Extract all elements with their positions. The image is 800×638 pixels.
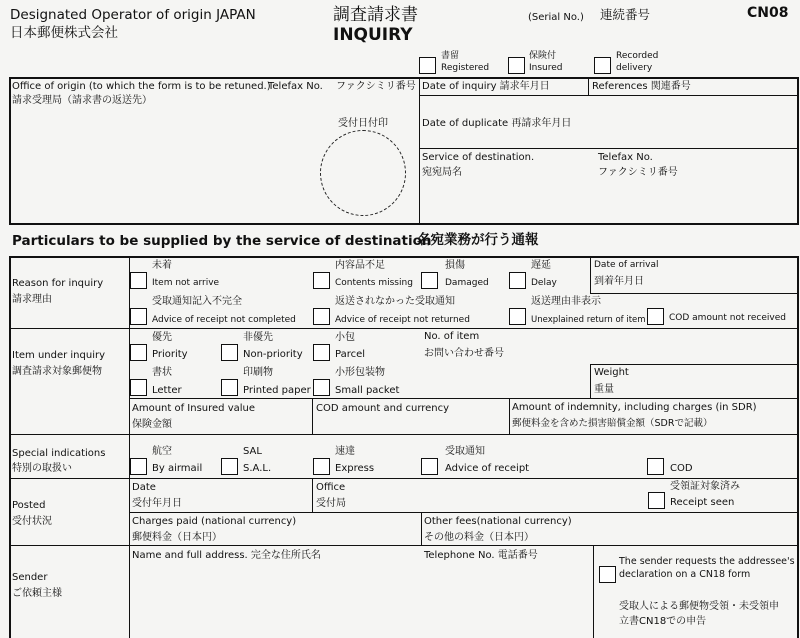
priority-checkbox[interactable] [130,344,147,361]
unexplained-en: Unexplained return of item [531,315,646,325]
divider-special [9,478,799,479]
sal-top: SAL [243,446,262,457]
small-jp: 小形包装物 [335,367,385,378]
weight-en[interactable]: Weight [594,367,629,378]
cod-amount[interactable]: COD amount and currency [316,403,450,414]
aor-not-returned-jp: 返送されなかった受取通知 [335,296,455,307]
reason-label-en: Reason for inquiry [12,278,104,289]
aor-checkbox[interactable] [421,458,438,475]
sender-name-address[interactable]: Name and full address. 完全な住所氏名 [132,550,321,561]
weight-jp: 重量 [594,384,614,395]
nonpriority-en: Non-priority [243,349,303,360]
nonpriority-checkbox[interactable] [221,344,238,361]
divider-posted [9,545,799,546]
office-origin-en: Office of origin (to which the form is to be retuned.) [12,81,271,92]
charges-en[interactable]: Charges paid (national currency) [132,516,297,527]
particulars-heading-jp: 名宛業務が行う通報 [417,232,539,248]
express-en: Express [335,463,375,474]
delay-en: Delay [531,278,557,288]
damaged-en: Damaged [445,278,489,288]
cn18-request-jp2: 立書CN18での申告 [619,616,707,627]
damaged-checkbox[interactable] [421,272,438,289]
receipt-jp: 受領証対象済み [670,481,740,492]
item-label-jp: 調査請求対象郵便物 [12,366,102,377]
nonpriority-jp: 非優先 [243,332,273,343]
particulars-heading-en: Particulars to be supplied by the service of destination [12,233,432,249]
contents-missing-checkbox[interactable] [313,272,330,289]
express-jp: 速達 [335,446,355,457]
letter-jp: 書状 [152,367,172,378]
dest-telefax-en: Telefax No. [598,152,653,163]
cod-not-received-checkbox[interactable] [647,308,664,325]
reason-label-jp: 請求理由 [12,294,52,305]
other-fees-jp: その他の料金（日本円） [424,532,534,543]
delay-checkbox[interactable] [509,272,526,289]
recorded-delivery-checkbox[interactable] [594,57,611,74]
sal-checkbox[interactable] [221,458,238,475]
damaged-jp: 損傷 [445,260,465,271]
parcel-en: Parcel [335,349,366,360]
item-no-en[interactable]: No. of item [424,331,480,342]
aor-not-returned-checkbox[interactable] [313,308,330,325]
arrival-en[interactable]: Date of arrival [594,260,659,270]
aor-not-completed-checkbox[interactable] [130,308,147,325]
office-origin-jp: 請求受理局（請求書の返送先） [12,95,152,106]
posted-date-jp: 受付年月日 [132,498,182,509]
parcel-checkbox[interactable] [313,344,330,361]
cn18-request-line2: declaration on a CN18 form [619,569,751,580]
serial-en: (Serial No.) [528,12,584,23]
insured-jp: 保険付 [529,51,557,61]
cn18-request-line1: The sender requests the addressee's [619,556,795,567]
title-jp: 調査請求書 [333,5,418,25]
insured-en: Insured [529,63,563,73]
indemnity-en[interactable]: Amount of indemnity, including charges (in SDR) [512,402,757,413]
sender-telephone[interactable]: Telephone No. 電話番号 [424,550,538,561]
date-stamp-circle [320,130,406,216]
charges-jp: 郵便料金（日本円） [132,532,222,543]
sender-label-jp: ご依頼主様 [12,588,62,599]
duplicate-date[interactable]: Date of duplicate 再請求年月日 [422,118,572,129]
express-checkbox[interactable] [313,458,330,475]
destination-jp: 宛宛局名 [422,167,462,178]
references[interactable]: References 関連番号 [592,81,691,92]
telefax-jp: ファクシミリ番号 [336,81,416,92]
registered-jp: 書留 [441,51,460,61]
cod-not-received-en: COD amount not received [669,313,786,323]
operator-jp: 日本郵便株式会社 [10,25,118,41]
priority-jp: 優先 [152,332,172,343]
insured-checkbox[interactable] [508,57,525,74]
aor-not-completed-en: Advice of receipt not completed [152,315,296,325]
receipt-en: Receipt seen [670,497,735,508]
printed-en: Printed paper [243,385,311,396]
airmail-jp: 航空 [152,446,172,457]
unexplained-jp: 返送理由非表示 [531,296,601,307]
letter-en: Letter [152,385,182,396]
item-no-jp: お問い合わせ番号 [424,348,504,359]
item-not-arrive-checkbox[interactable] [130,272,147,289]
airmail-en: By airmail [152,463,203,474]
title-en: INQUIRY [333,25,413,45]
cod-checkbox[interactable] [647,458,664,475]
insured-amount-jp: 保険金額 [132,419,172,430]
small-packet-checkbox[interactable] [313,379,330,396]
indemnity-jp: 郵便料金を含めた損害賠償金額（SDRで記載） [512,418,713,429]
item-label-en: Item under inquiry [12,350,106,361]
cod-en: COD [670,463,693,474]
cn18-request-checkbox[interactable] [599,566,616,583]
divider-item [9,434,799,435]
stamp-label: 受付日付印 [338,118,388,129]
aor-en: Advice of receipt [445,463,530,474]
receipt-seen-checkbox[interactable] [648,492,665,509]
telefax-en: Telefax No. [268,81,323,92]
serial-jp: 連続番号 [600,7,651,22]
aor-jp: 受取通知 [445,446,485,457]
form-code: CN08 [747,5,789,21]
item-not-arrive-jp: 未着 [152,260,172,271]
registered-checkbox[interactable] [419,57,436,74]
operator-en: Designated Operator of origin JAPAN [10,7,256,23]
aor-not-completed-jp: 受取通知記入不完全 [152,296,242,307]
unexplained-checkbox[interactable] [509,308,526,325]
special-label-en: Special indications [12,448,106,459]
small-en: Small packet [335,385,400,396]
sal-en: S.A.L. [243,463,272,474]
printed-jp: 印刷物 [243,367,273,378]
posted-office-jp: 受付局 [316,498,346,509]
posted-label-en: Posted [12,500,46,511]
contents-missing-jp: 内容品不足 [335,260,385,271]
arrival-jp: 到着年月日 [594,276,644,287]
cn18-request-jp1: 受取人による郵便物受領・未受領申 [619,601,779,612]
special-label-jp: 特別の取扱い [12,463,72,474]
printed-checkbox[interactable] [221,379,238,396]
dest-telefax-jp: ファクシミリ番号 [598,167,678,178]
posted-office-en[interactable]: Office [316,482,346,493]
posted-label-jp: 受付状況 [12,516,52,527]
delay-jp: 遅延 [531,260,551,271]
posted-date-en[interactable]: Date [132,482,156,493]
contents-missing-en: Contents missing [335,278,413,288]
insured-amount-en[interactable]: Amount of Insured value [132,403,256,414]
priority-en: Priority [152,349,188,360]
item-not-arrive-en: Item not arrive [152,278,220,288]
registered-en: Registered [441,63,490,73]
inquiry-date[interactable]: Date of inquiry 請求年月日 [422,81,550,92]
recorded-en: Recorded [616,51,659,61]
airmail-checkbox[interactable] [130,458,147,475]
delivery-en: delivery [616,63,653,73]
divider-reason [9,328,799,329]
aor-not-returned-en: Advice of receipt not returned [335,315,470,325]
other-fees-en[interactable]: Other fees(national currency) [424,516,572,527]
sender-label-en: Sender [12,572,48,583]
letter-checkbox[interactable] [130,379,147,396]
parcel-jp: 小包 [335,332,355,343]
destination-en: Service of destination. [422,152,535,163]
